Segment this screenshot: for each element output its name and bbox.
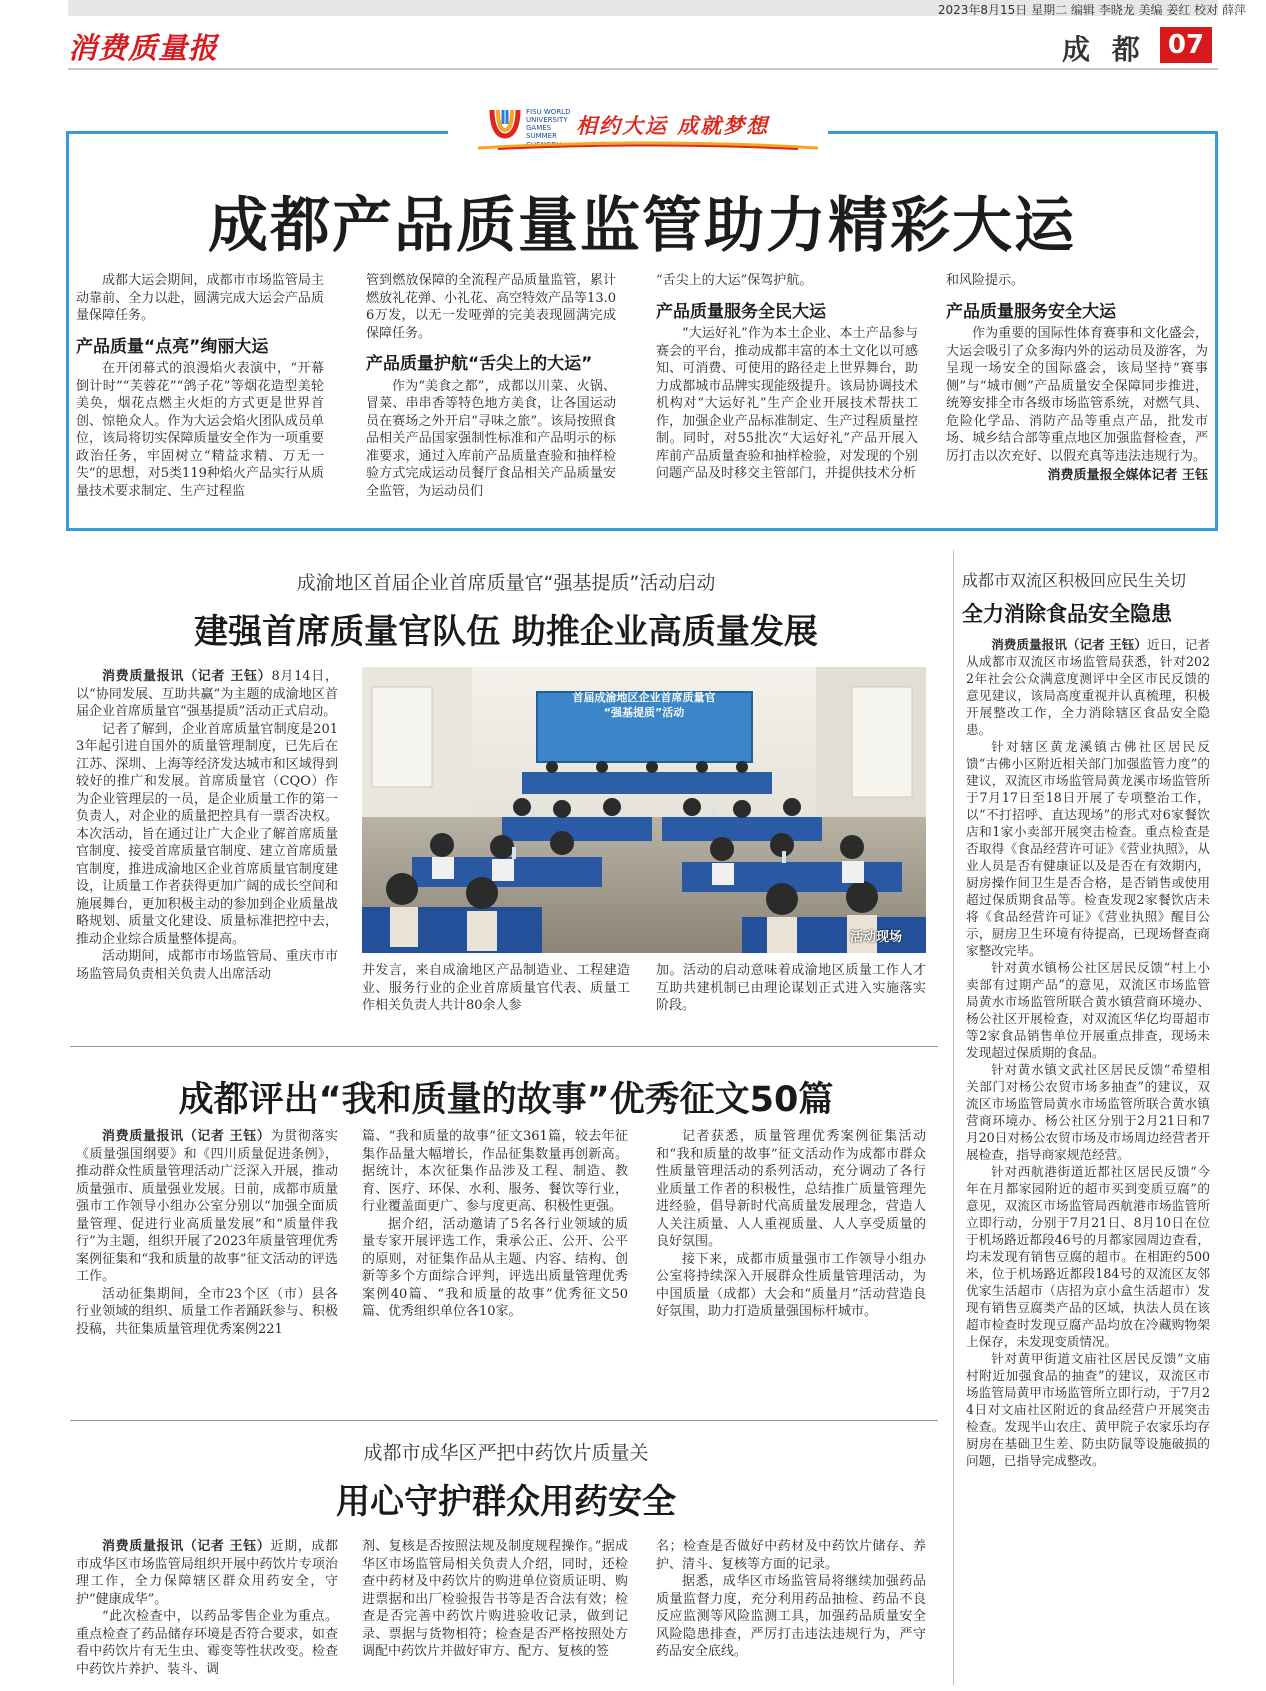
essay-p6: 接下来，成都市质量强市工作领导小组办公室将持续深入开展群众性质量管理活动，为中国质量（成都）大会和“质量月”活动营造良好氛围，助力打造质量强国标杆城市。	[656, 1251, 926, 1319]
feature-col4-top: 和风险提示。	[946, 273, 1025, 288]
food-p6: 针对黄甲街道文庙社区居民反馈“文庙村附近加强食品的抽查”的建议，双流区市场监管局黄甲市场监管所立即行动，于7月24日对文庙社区附近的食品经营户开展突击检查。发现半山农庄、黄甲院子农家乐均存厨房在基础卫生差、防虫防鼠等设施破损的问题，已指导完成整改。	[966, 1351, 1210, 1468]
medicine-p2: “此次检查中，以药品零售企业为重点。重点检查了药品储存环境是否符合要求，如查看中药饮片有无生虫、霉变等性状改变。检查中药饮片养护、装斗、调	[76, 1609, 338, 1677]
feature-col-3	[656, 272, 918, 483]
section-name: 成 都	[1062, 33, 1146, 66]
editor-credits: 编辑 李晓龙 美编 姜红 校对 薛萍	[1070, 3, 1246, 17]
section-divider	[70, 1420, 938, 1421]
medicine-col-3	[656, 1538, 926, 1661]
food-body	[966, 636, 1210, 1469]
food-kicker: 成都市双流区积极回应民生关切	[962, 571, 1187, 590]
feature-body-4: 作为重要的国际性体育赛事和文化盛会，大运会吸引了众多海内外的运动员及游客，为呈现一场安全的国际盛会，该局坚持“赛事侧”与“城市侧”产品质量安全保障同步推进，统筹安排全市各级市场监管系统，对燃气具、危险化学品、消防产品等重点产品，批发市场、城乡结合部等重点地区加强监督检查，严厉打击以次充好、以假充真等违法违规行为。	[946, 326, 1208, 464]
issue-date: 2023年8月15日 星期二	[937, 3, 1068, 17]
fisu-text: FISU WORLD UNIVERSITY GAMES SUMMER	[526, 108, 571, 140]
feature-col-1	[76, 272, 324, 500]
photo-screen-line-2: “强基提质”活动	[603, 706, 685, 719]
feature-body-2: 作为“美食之都”，成都以川菜、火锅、冒菜、串串香等特色地方美食，让各国运动员在赛场之外开启“寻味之旅”。该局按照食品相关产品国家强制性标准和产品明示的标准要求，通过入库前产品质量查验和抽样检验方式完成运动员餐厅食品相关产品质量安全监管，为运动员们	[366, 378, 616, 499]
food-p1: 近日，记者从成都市双流区市场监管局获悉，针对2022年社会公众满意度测评中全区市民反馈的意见建议，该局高度重视并认真梳理，积极开展整改工作，全力消除辖区食品安全隐患。	[966, 637, 1210, 737]
food-p2: 针对辖区黄龙溪镇古佛社区居民反馈“古佛小区附近相关部门加强监管力度”的建议，双流区市场监管局黄龙溪市场监管所于7月17日至18日开展了专项整治工作，以“不打招呼、直达现场”的形式对6家餐饮店和1家小卖部开展突击检查。重点检查是否取得《食品经营许可证》《营业执照》，从业人员是否有健康证以及是否在有效期内，厨房操作间卫生是否合格，是否销售或使用超过保质期食品等。检查发现2家餐饮店未将《食品经营许可证》《营业执照》醒目公示，厨房卫生环境有待提高，已现场督查商家整改完毕。	[966, 739, 1210, 958]
medicine-p3: 名；检查是否做好中药材及中药饮片储存、养护、清斗、复核等方面的记录。	[656, 1539, 926, 1572]
medicine-p1: 近期，成都市成华区市场监管局组织开展中药饮片专项治理工作，全力保障辖区群众用药安全，守护“健康成华”。	[76, 1539, 338, 1607]
cqo-p1: 8月14日，以“协同发展、互助共赢”为主题的成渝地区首届企业首席质量官“强基提质”活动正式启动。	[76, 669, 338, 719]
feature-subhead-4: 产品质量服务安全大运	[946, 301, 1116, 322]
feature-body-1: 在开闭幕式的浪漫焰火表演中，“开幕倒计时”“芙蓉花”“鸽子花”等烟花造型美轮美奂，烟花点燃主火炬的方式更是世界首创、惊艳众人。作为大运会焰火团队成员单位，该局将切实保障质量安全作为一项重要政治任务，牢固树立“精益求精、万无一失”的思想，对5类119种焰火产品实行从质量技术要求制定、生产过程监	[76, 361, 324, 499]
cqo-under-photo-right: 加。活动的启动意味着成渝地区质量工作人才互助共建机制已由理论谋划正式进入实施落实阶段。	[656, 963, 926, 1013]
header-divider	[68, 68, 1218, 70]
feature-col-2	[366, 272, 616, 500]
essay-col-1	[76, 1128, 338, 1338]
essay-title: 成都评出“我和质量的故事”优秀征文50篇	[178, 1080, 834, 1120]
medicine-col-2: 剂、复核是否按照法规及制度规程操作。”据成华区市场监管局相关负责人介绍，同时，还检查中药材及中药饮片的购进单位资质证明、购进票据和出厂检验报告书等是否合法有效；检查是否完善中药饮片购进验收记录，做到记录、票据与货物相符；检查是否严格按照处方调配中药饮片并做好审方、配方、复核的签	[362, 1539, 628, 1659]
cqo-title: 建强首席质量官队伍 助推企业高质量发展	[194, 612, 818, 652]
column-divider	[953, 550, 954, 1685]
medicine-col-1	[76, 1538, 338, 1678]
medicine-title: 用心守护群众用药安全	[336, 1482, 676, 1522]
feature-col-4	[946, 272, 1208, 485]
city-text: CHENGDU	[526, 141, 562, 149]
banner-slogan: 相约大运 成就梦想	[576, 114, 770, 138]
cqo-p2: 记者了解到，企业首席质量官制度是2013年起引进自国外的质量管理制度，已先后在江苏、深圳、上海等经济发达城市和区域得到较好的推广和发展。首席质量官（CQO）作为企业管理层的一员，是企业质量工作的第一负责人，对企业的质量把控具有一票否决权。本次活动，旨在通过让广大企业了解首席质量官制度、接受首席质量官制度、建立首席质量官制度，推进成渝地区企业首席质量官制度建设，让质量工作者获得更加广阔的成长空间和施展舞台，更加积极主动的参加到企业质量战略规划、质量文化建设、质量标准把控中去，推动企业综合质量整体提高。	[76, 721, 338, 947]
cqo-lead-label: 消费质量报讯（记者 王钰）	[102, 669, 272, 684]
banner-swoosh-icon	[478, 140, 818, 150]
food-p4: 针对黄水镇文武社区居民反馈“希望相关部门对杨公农贸市场多抽查”的建议，双流区市场监管局黄水市场监管所联合黄水镇营商环境办、杨公社区分别于2月21日和7月20日对杨公农贸市场及市场周边经营者开展检查，指导商家规范经营。	[966, 1062, 1210, 1162]
feature-byline: 消费质量报全媒体记者 王钰	[1047, 468, 1208, 483]
newspaper-masthead: 消费质量报	[68, 31, 219, 65]
feature-col3-top: “舌尖上的大运”保驾护航。	[656, 273, 813, 288]
feature-subhead-3: 产品质量服务全民大运	[656, 301, 826, 322]
page-number: 07	[1160, 27, 1212, 63]
food-title: 全力消除食品安全隐患	[962, 602, 1172, 626]
section-divider	[70, 1046, 938, 1047]
feature-body-3: “大运好礼”作为本土企业、本土产品参与赛会的平台，推动成都丰富的本土文化以可感知、可消费、可使用的路径走上世界舞台，助力成都城市品牌实现能级提升。该局协调技术机构对“大运好礼”生产企业开展技术帮扶工作，加强企业产品标准制定、生产过程质量控制。同时，对55批次“大运好礼”产品开展入库前产品质量查验和抽样检验，对发现的个别问题产品及时移交主管部门，并提供技术分析	[656, 326, 918, 481]
essay-col-3	[656, 1128, 926, 1321]
feature-subhead-1: 产品质量“点亮”绚丽大运	[76, 336, 269, 357]
universiade-logo-icon	[486, 106, 524, 142]
photo-screen-text	[362, 690, 926, 720]
feature-subhead-2: 产品质量护航“舌尖上的大运”	[366, 354, 593, 374]
cqo-under-photo-left: 并发言，来自成渝地区产品制造业、工程建造业、服务行业的企业首席质量官代表、质量工作相关负责人共计80余人参	[362, 963, 630, 1013]
food-lead-label: 消费质量报讯（记者 王钰）	[991, 637, 1147, 652]
essay-p5: 记者获悉，质量管理优秀案例征集活动和“我和质量的故事”征文活动作为成都市群众性质量管理活动的系列活动，充分调动了各行业质量工作者的积极性，总结推广质量管理先进经验，倡导新时代高质量发展理念，营造人人关注质量、人人重视质量、人人享受质量的良好氛围。	[656, 1129, 926, 1249]
medicine-kicker: 成都市成华区严把中药饮片质量关	[363, 1442, 649, 1464]
photo-screen-line-1: 首届成渝地区企业首席质量官	[572, 691, 716, 704]
cqo-p3: 活动期间，成都市市场监管局、重庆市市场监管局负责相关负责人出席活动	[76, 949, 338, 982]
medicine-p4: 据悉，成华区市场监管局将继续加强药品质量监督力度，充分利用药品抽检、药品不良反应监测等风险监测工具，加强药品质量安全风险隐患排查，严厉打击违法违规行为，严守药品安全底线。	[656, 1574, 926, 1659]
date-editor-line	[938, 1, 1246, 18]
food-p5: 针对西航港街道近都社区居民反馈“今年在月都家园附近的超市买到变质豆腐”的意见，双流区市场监管局西航港市场监管所立即行动，分别于7月21日、8月10日在位于机场路近都段46号的月都家园周边查看，均未发现有销售豆腐的超市。在相距约500米，位于机场路近都段184号的双流区友邻优家生活超市（店招为京小盒生活超市）发现有销售豆腐类产品的区域，执法人员在该超市检查时发现豆腐产品均放在冷藏购物架上保存，未发现变质情况。	[966, 1164, 1210, 1349]
essay-col-2	[362, 1128, 628, 1321]
cqo-col-1	[76, 668, 338, 983]
essay-lead-label: 消费质量报讯（记者 王钰）	[102, 1129, 271, 1144]
cqo-kicker: 成渝地区首届企业首席质量官“强基提质”活动启动	[296, 572, 716, 594]
essay-p1: 为贯彻落实《质量强国纲要》和《四川质量促进条例》，推动群众性质量管理活动广泛深入开展，推动质量强市、质量强业发展。日前，成都市质量强市工作领导小组办公室分别以“加强全面质量管理、促进行业高质量发展”和“质量伴我行”为主题，组织开展了2023年质量管理优秀案例征集和“我和质量的故事”征文活动的评选工作。	[76, 1129, 338, 1284]
medicine-lead-label: 消费质量报讯（记者 王钰）	[102, 1539, 271, 1554]
photo-caption: 活动现场	[850, 930, 903, 945]
food-p3: 针对黄水镇杨公社区居民反馈“村上小卖部有过期产品”的意见，双流区市场监管局黄水市场监管所联合黄水镇营商环境办、杨公社区开展检查，对双流区华亿均哥超市等2家食品销售单位开展重点排查，现场未发现超过保质期的食品。	[966, 960, 1210, 1060]
essay-p2: 活动征集期间，全市23个区（市）县各行业领域的组织、质量工作者踊跃参与、积极投稿，共征集质量管理优秀案例221	[76, 1286, 338, 1337]
essay-p3: 篇、“我和质量的故事”征文361篇，较去年征集作品量大幅增长，作品征集数量再创新高。据统计，本次征集作品涉及工程、制造、教育、医疗、环保、水利、服务、餐饮等行业，行业覆盖面更广、参与度更高、积极性更强。	[362, 1129, 628, 1214]
essay-p4: 据介绍，活动邀请了5名各行业领域的质量专家开展评选工作，秉承公正、公开、公平的原则，对征集作品从主题、内容、结构、创新等多个方面综合评判，评选出质量管理优秀案例40篇、“我和质量的故事”优秀征文50篇、优秀组织单位各10家。	[362, 1216, 628, 1319]
feature-title: 成都产品质量监管助力精彩大运	[208, 191, 1076, 261]
feature-intro: 成都大运会期间，成都市市场监管局主动靠前、全力以赴，圆满完成大运会产品质量保障任务。	[76, 273, 324, 323]
feature-col2-top: 管到燃放保障的全流程产品质量监管，累计燃放礼花弹、小礼花、高空特效产品等13.06万发，以无一发哑弹的完美表现圆满完成保障任务。	[366, 273, 616, 341]
